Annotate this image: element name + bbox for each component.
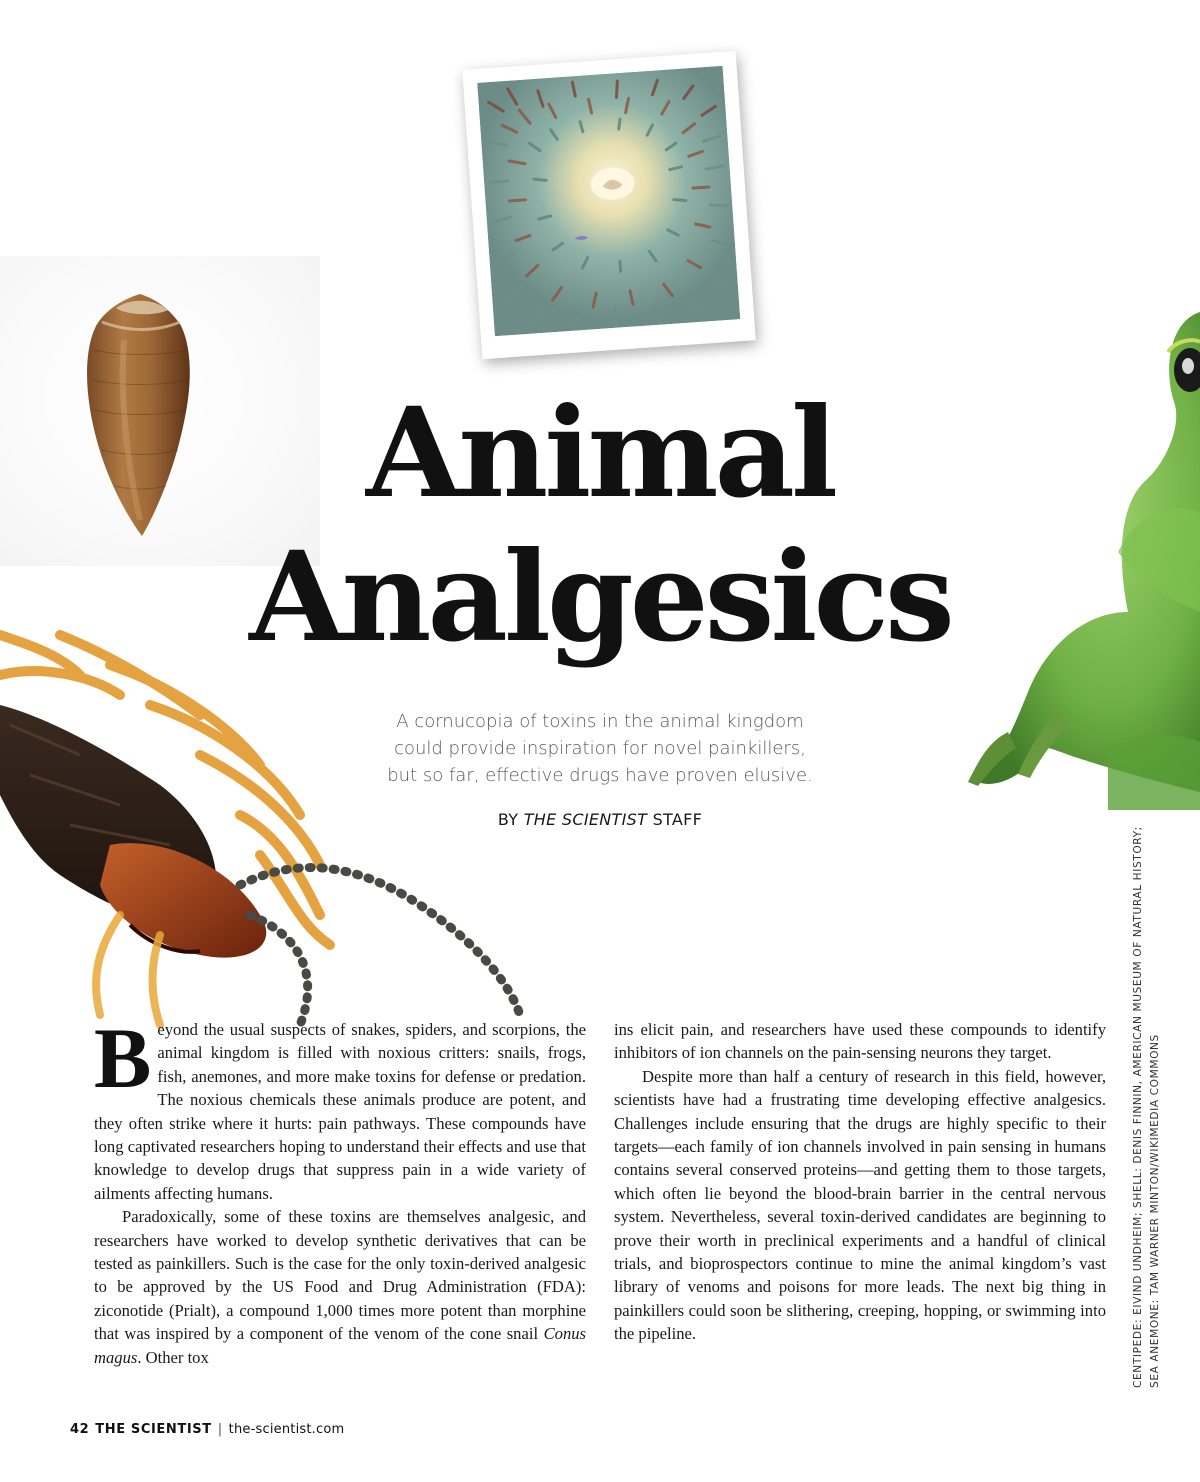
paragraph-text: Paradoxically, some of these toxins are themselves analgesic, and researchers have worked to develop synthetic derivatives that can be tested as painkillers. Such is the case for the only toxin-derived analgesic to be approved by the US Food and Drug Administration (FDA): ziconotide (Prialt), a compound 1,000 times more potent than morphine that was inspired by a component of the venom of the cone snail (94, 1207, 586, 1344)
body-paragraph-1 (94, 1010, 586, 1205)
magazine-name: THE SCIENTIST (95, 1422, 212, 1437)
photo-credits (1130, 788, 1164, 1388)
green-frog-photo (968, 312, 1200, 810)
article-title-line-2: Analgesics (249, 525, 951, 670)
dek-line: but so far, effective drugs have proven elusive. (387, 765, 813, 786)
dek-line: A cornucopia of toxins in the animal kingdom (396, 711, 804, 732)
credit-line: SEA ANEMONE: TAM WARNER MINTON/WIKIMEDIA COMMONS (1149, 1034, 1161, 1388)
species-name: Conus magus (94, 1324, 586, 1367)
footer-separator: | (217, 1422, 223, 1437)
sea-anemone-photo (462, 51, 756, 359)
byline-prefix: BY (497, 810, 519, 829)
page-number: 42 (70, 1422, 90, 1437)
website-url: the-scientist.com (228, 1422, 345, 1437)
byline-publication: THE SCIENTIST (523, 810, 648, 829)
paragraph-text: . Other tox (137, 1347, 209, 1367)
drop-cap: B (94, 1010, 152, 1106)
article-title-line-1: Animal (365, 381, 835, 526)
cone-snail-shell-photo (80, 290, 200, 542)
body-paragraph-3: Despite more than half a century of research in this field, however, scientists have had a frustrating time developing effective analgesics. Challenges include ensuring that the drugs are highly specific to their targets—each family of ion channels involved in pain sensing in humans contains several conserved proteins—and getting them to those targets, which often lie beyond the blood-brain barrier in the central nervous system. Nevertheless, several toxin-derived candidates are beginning to prove their worth in preclinical experiments and a handful of clinical trials, and bioprospectors continue to mine the animal kingdom’s vast library of venoms and poisons for more leads. The next big thing in painkillers could soon be slithering, creeping, hopping, or swimming into the pipeline. (614, 1066, 1106, 1344)
byline-suffix: STAFF (652, 810, 703, 829)
body-paragraph-2-continued: ins elicit pain, and researchers have used these compounds to identify inhibitors of ion channels on the pain-sensing neurons they target. (614, 1020, 1106, 1063)
credit-line: CENTIPEDE: EIVIND UNDHEIM; SHELL: DENIS FINNIN, AMERICAN MUSEUM OF NATURAL HISTORY; (1132, 826, 1144, 1388)
sea-anemone-image (477, 66, 740, 337)
dek-line: could provide inspiration for novel painkillers, (394, 738, 806, 759)
body-paragraph-2 (94, 1205, 586, 1369)
byline (400, 810, 800, 829)
paragraph-text: eyond the usual suspects of snakes, spiders, and scorpions, the animal kingdom is filled with noxious critters: snails, frogs, fish, anemones, and more make toxins for defense or predation. The noxious chemicals these animals produce are potent, and they often strike where it hurts: pain pathways. These compounds have long captivated researchers hoping to understand their effects and use that knowledge to develop drugs that suppress pain in a wide variety of ailments affecting humans. (94, 1020, 586, 1203)
page-footer (70, 1422, 344, 1437)
body-column-left (94, 1010, 586, 1369)
article-dek (330, 708, 870, 789)
body-column-right (614, 1018, 1106, 1346)
